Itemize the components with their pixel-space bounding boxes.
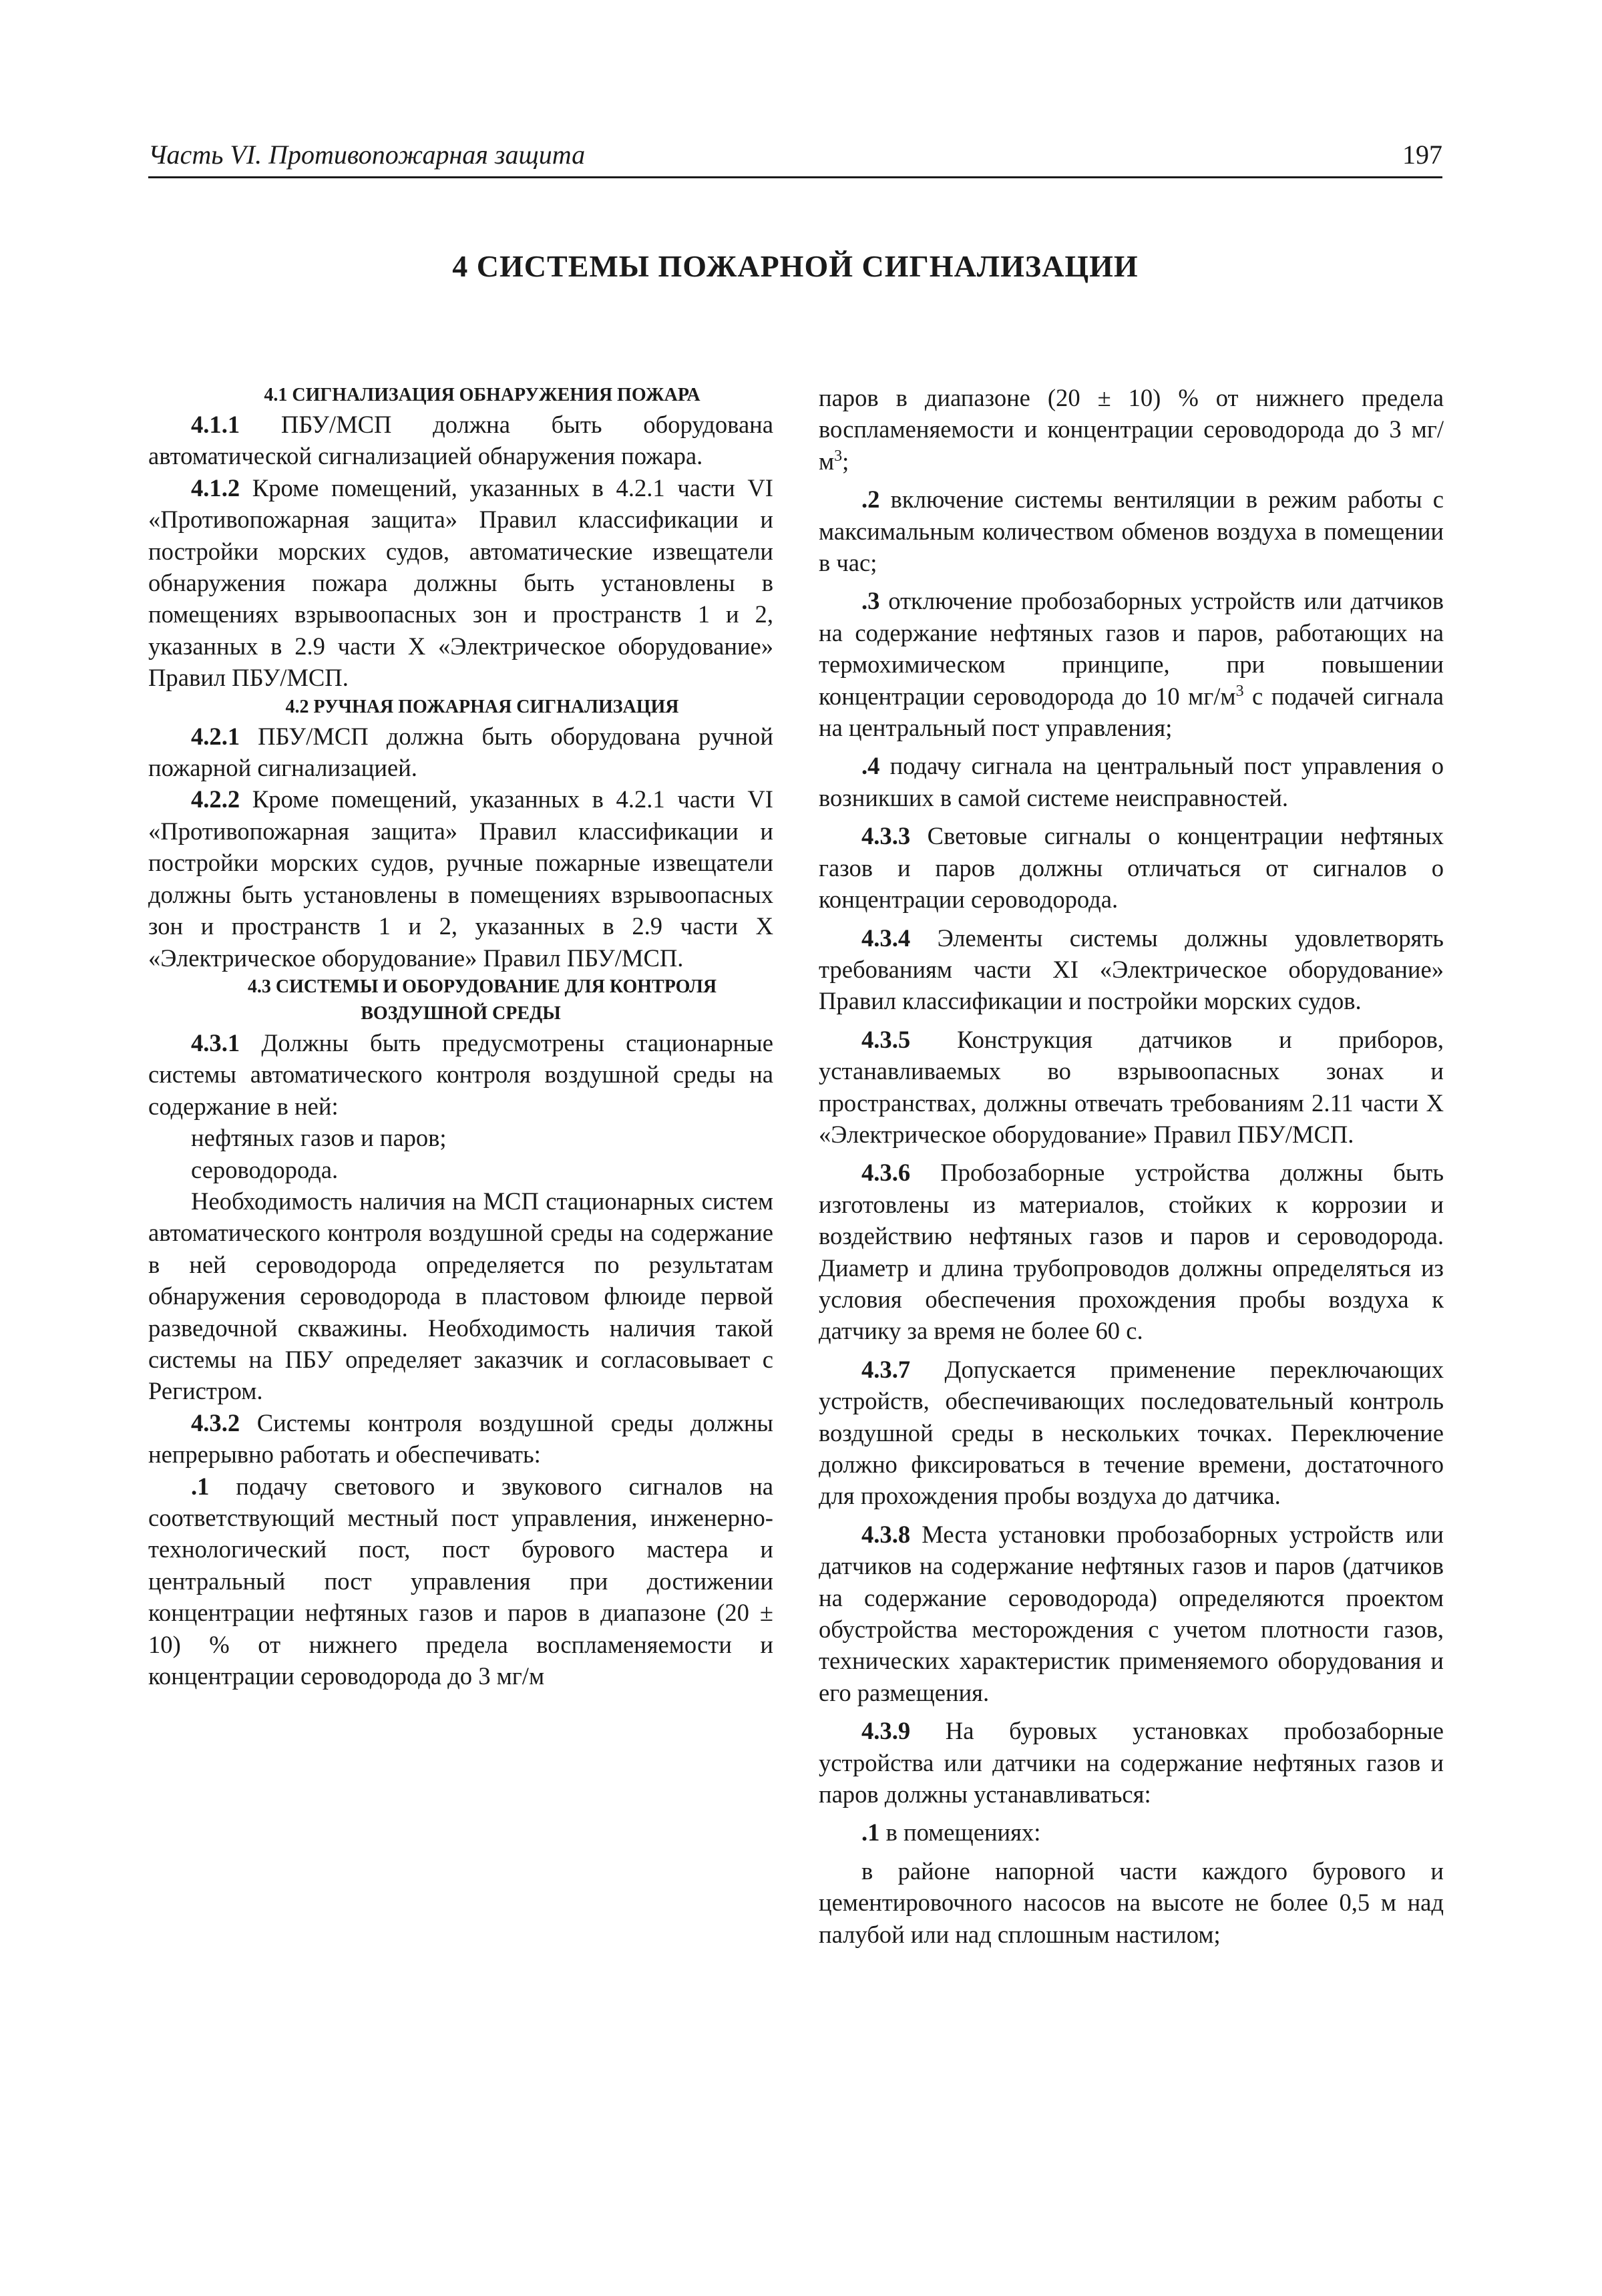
- section-title-4-2: 4.2 РУЧНАЯ ПОЖАРНАЯ СИГНАЛИЗАЦИЯ: [285, 696, 679, 717]
- paragraph-4-2-1: [148, 721, 773, 784]
- paragraph-text: Кроме помещений, указанных в 4.2.1 части VI «Противопожарная защита» Правил классификации и постройки морских судов, автоматические извещатели обнаружения пожара должны быть установлены в помещениях взрывоопасных зон и пространств 1 и 2, указанных в 2.9 части X «Электрическое оборудование» Правил ПБУ/МСП.: [148, 473, 773, 692]
- paragraph-number: 4.3.7: [861, 1355, 911, 1383]
- list-item-oil-gases: нефтяных газов и паров;: [191, 1124, 447, 1152]
- left-column: [148, 382, 773, 1692]
- paragraph-text: Пробозаборные устройства должны быть изготовлены из материалов, стойких к коррозии и воздействию нефтяных газов и паров и сероводорода. Диаметр и длина трубопроводов должны определяться из условия обеспечения прохождения пробы воздуха к датчику за время не более 60 с.: [819, 1159, 1444, 1345]
- paragraph-4-3-2-item-1: [148, 1471, 773, 1692]
- paragraph-4-1-1: [148, 409, 773, 472]
- item-text: в помещениях:: [879, 1819, 1041, 1847]
- paragraph-number: 4.3.3: [861, 822, 911, 850]
- paragraph-text: Должны быть предусмотрены стационарные системы автоматического контроля воздушной среды на содержание в ней:: [148, 1028, 773, 1120]
- paragraph-4-3-1-extra: Необходимость наличия на МСП стационарных систем автоматического контроля воздушной среды на содержание в ней сероводорода определяется по результатам обнаружения сероводорода в пластовом флюиде первой разведочной скважины. Необходимость наличия такой системы на ПБУ определяет заказчик и согласовывает с Регистром.: [148, 1187, 773, 1405]
- paragraph-text: Места установки пробозаборных устройств или датчиков на содержание нефтяных газов и паров (датчиков на содержание сероводорода) определяются проектом обустройства месторождения с учетом плотности газов, технических характеристик применяемого оборудования и его размещения.: [819, 1520, 1444, 1706]
- page-number: 197: [1402, 140, 1442, 170]
- superscript: 3: [834, 447, 843, 465]
- paragraph-number: 4.2.2: [191, 785, 240, 813]
- paragraph-4-1-2: [148, 472, 773, 694]
- superscript: 3: [1235, 682, 1244, 700]
- paragraph-4-3-1: [148, 1027, 773, 1122]
- paragraph-number: 4.3.4: [861, 924, 911, 952]
- section-title-line: 4.3 СИСТЕМЫ И ОБОРУДОВАНИЕ ДЛЯ КОНТРОЛЯ: [247, 976, 717, 997]
- paragraph-text: ПБУ/МСП должна быть оборудована ручной пожарной сигнализацией.: [148, 722, 773, 782]
- running-header-title: Часть VI. Противопожарная защита: [148, 140, 586, 170]
- item-number: .4: [861, 752, 880, 780]
- item-text: подачу светового и звукового сигналов на соответствующий местный пост управления, инженерно-технологический пост, пост бурового мастера и центральный пост управления при достижении концентрации нефтяных газов и паров в диапазоне (20 ± 10) % от нижнего предела воспламеняемости и концентрации сероводорода до 3 мг/м: [148, 1472, 773, 1690]
- item-text: подачу сигнала на центральный пост управления о возникших в самой системе неисправностей.: [819, 752, 1444, 811]
- paragraph-4-3-6: [819, 1157, 1444, 1346]
- paragraph-4-3-9-item-1: [819, 1816, 1444, 1848]
- paragraph-number: 4.3.6: [861, 1159, 911, 1187]
- section-title-4-3: [148, 974, 773, 1027]
- paragraph-4-3-4: [819, 922, 1444, 1017]
- chapter-title: 4 СИСТЕМЫ ПОЖАРНОЙ СИГНАЛИЗАЦИИ: [452, 249, 1139, 283]
- item-text: включение системы вентиляции в режим работы с максимальным количеством обменов воздуха в помещении в час;: [819, 486, 1444, 577]
- paragraph-4-3-5: [819, 1024, 1444, 1151]
- paragraph-number: 4.3.9: [861, 1717, 911, 1745]
- paragraph-number: 4.3.1: [191, 1028, 240, 1057]
- paragraph-4-3-7: [819, 1354, 1444, 1512]
- paragraph-4-3-2-item-1-continued: паров в диапазоне (20 ± 10) % от нижнего предела воспламеняемости и концентрации сероводорода до 3 $мг/м^3$;: [819, 384, 1444, 475]
- paragraph-text: Конструкция датчиков и приборов, устанавливаемых во взрывоопасных зонах и пространствах, должны отвечать требованиям 2.11 части X «Электрическое оборудование» Правил ПБУ/МСП.: [819, 1025, 1444, 1148]
- item-text-end: ;: [842, 447, 849, 475]
- paragraph-number: 4.1.2: [191, 473, 240, 502]
- paragraph-number: 4.3.8: [861, 1520, 911, 1548]
- item-number: .1: [861, 1819, 880, 1847]
- paragraph-4-3-2-item-4: [819, 750, 1444, 813]
- section-title-line: ВОЗДУШНОЙ СРЕДЫ: [361, 1002, 561, 1024]
- paragraph-text: Световые сигналы о концентрации нефтяных газов и паров должны отличаться от сигналов о концентрации сероводорода.: [819, 822, 1444, 914]
- paragraph-4-3-8: [819, 1519, 1444, 1708]
- paragraph-4-3-9-item-1-sub: в районе напорной части каждого бурового и цементировочного насосов на высоте не более 0,5 м над палубой или над сплошным настилом;: [819, 1857, 1444, 1948]
- item-number: .1: [191, 1472, 210, 1500]
- item-number: .3: [861, 587, 880, 615]
- item-text: отключение пробозаборных устройств или датчиков на содержание нефтяных газов и паров, работающих на термохимическом принципе, при повышении концентрации сероводорода до 10 мг/м: [819, 587, 1444, 710]
- running-header: [148, 139, 1442, 178]
- paragraph-4-3-2: [148, 1407, 773, 1471]
- paragraph-number: 4.1.1: [191, 411, 240, 438]
- paragraph-4-3-2-item-2: [819, 484, 1444, 578]
- item-number: .2: [861, 486, 880, 514]
- paragraph-number: 4.3.2: [191, 1408, 240, 1437]
- paragraph-text: Элементы системы должны удовлетворять требованиям части XI «Электрическое оборудование» Правил классификации и постройки морских судов.: [819, 924, 1444, 1015]
- paragraph-4-3-3: [819, 820, 1444, 915]
- right-column: [819, 382, 1444, 1950]
- paragraph-text: Кроме помещений, указанных в 4.2.1 части VI «Противопожарная защита» Правил классификации и постройки морских судов, ручные пожарные извещатели должны быть установлены в помещениях взрывоопасных зон и пространств 1 и 2, указанных в 2.9 части X «Электрическое оборудование» Правил ПБУ/МСП.: [148, 785, 773, 972]
- paragraph-text: Системы контроля воздушной среды должны непрерывно работать и обеспечивать:: [148, 1408, 773, 1469]
- paragraph-number: 4.3.5: [861, 1025, 911, 1053]
- paragraph-text: На буровых установках пробозаборные устройства или датчики на содержание нефтяных газов и паров должны устанавливаться:: [819, 1717, 1444, 1808]
- paragraph-4-2-2: [148, 783, 773, 973]
- list-item-hydrogen-sulfide: сероводорода.: [191, 1155, 339, 1183]
- paragraph-4-3-9: [819, 1715, 1444, 1810]
- paragraph-text: Допускается применение переключающих устройств, обеспечивающих последовательный контроль воздушной среды в нескольких точках. Переключение должно фиксироваться в течение времени, достаточного для прохождения пробы воздуха до датчика.: [819, 1355, 1444, 1510]
- paragraph-text: ПБУ/МСП должна быть оборудована автоматической сигнализацией обнаружения пожара.: [148, 411, 773, 470]
- paragraph-4-3-2-item-3: [819, 585, 1444, 743]
- item-text-end: с подачей сигнала на центральный пост управления;: [819, 682, 1444, 742]
- section-title-4-1: 4.1 СИГНАЛИЗАЦИЯ ОБНАРУЖЕНИЯ ПОЖАРА: [264, 385, 700, 405]
- paragraph-number: 4.2.1: [191, 722, 240, 750]
